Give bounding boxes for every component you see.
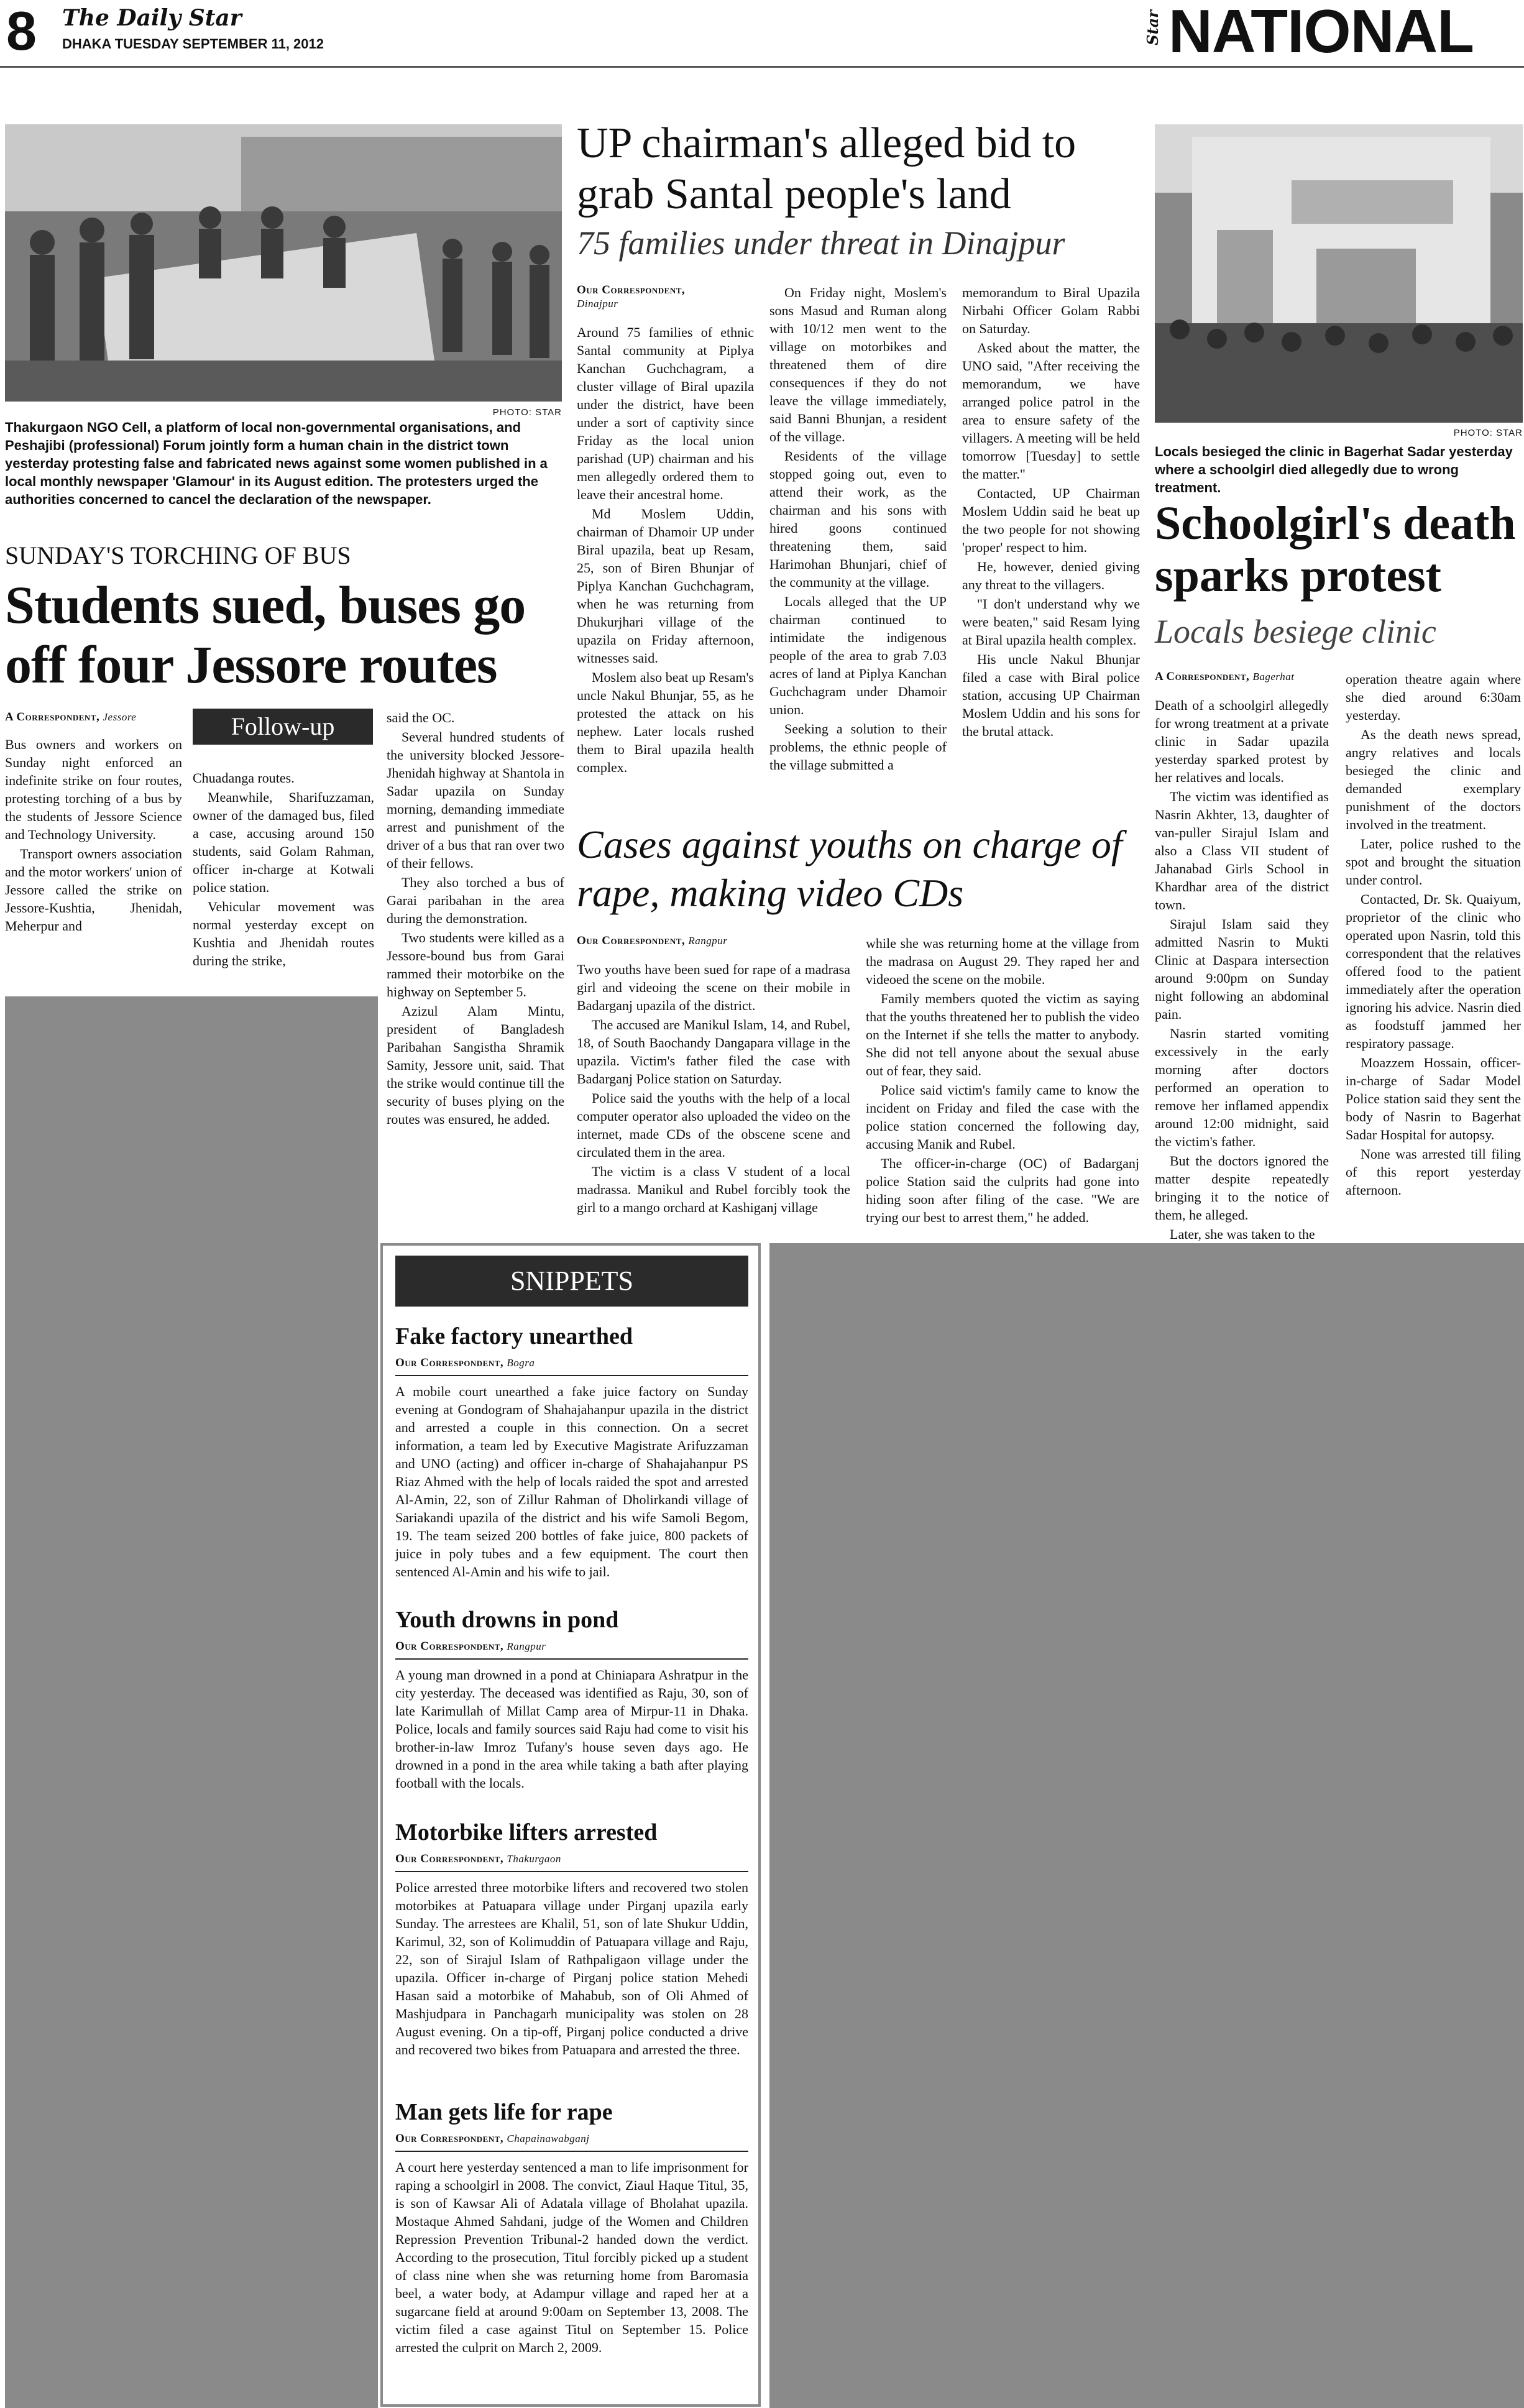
rape-byline-name: Our Correspondent, (577, 934, 686, 947)
photo-human-chain (5, 124, 562, 402)
bus-kicker: SUNDAY'S TORCHING OF BUS (5, 541, 351, 569)
up-column-2 (769, 283, 947, 775)
photo-clinic-image (1155, 124, 1523, 423)
masthead (0, 0, 1524, 68)
bus-byline-place: Jessore (103, 711, 137, 723)
paragraph: The victim is a class V student of a local madrassa. Manikul and Rubel forcibly took the girl to a mango orchard at Kashiganj village (577, 1164, 850, 1215)
paragraph: On Friday night, Moslem's sons Masud and Ruman along with 10/12 men went to the village on motorbikes and threatened them of dire consequences if they do not leave the village immediately, said Banni Bhunjan, a resident of the village. (769, 285, 947, 444)
paragraph: Chuadanga routes. (193, 770, 295, 786)
paragraph: As the death news spread, angry relatives and locals besieged the clinic and demanded exemplary punishment of the doctors involved in the treatment. (1346, 727, 1521, 832)
paragraph: operation theatre again where she died around 6:30am yesterday. (1346, 671, 1521, 723)
up-byline-name: Our Correspondent, (577, 283, 686, 296)
snippet-byline (395, 1852, 748, 1866)
paragraph: while she was returning home at the village from the madrasa on August 29. They raped her and videoed the scene on the mobile. (866, 935, 1139, 987)
photo-credit-left: PHOTO: STAR (492, 407, 562, 418)
masthead-rule (0, 66, 1524, 68)
school-subhead: Locals besiege clinic (1155, 613, 1436, 650)
paragraph: He, however, denied giving any threat to the villagers. (962, 559, 1140, 592)
follow-up-label: Follow-up (231, 712, 335, 740)
up-byline-place: Dinajpur (577, 298, 618, 310)
paragraph: said the OC. (387, 710, 455, 725)
snippet-byline-place: Chapainawabganj (507, 2133, 590, 2144)
paragraph: Seeking a solution to their problems, the ethnic people of the village submitted a (769, 721, 947, 773)
snippets-box (380, 1243, 761, 2407)
bus-byline (5, 710, 191, 724)
snippet-byline-name: Our Correspondent, (395, 1852, 504, 1865)
paragraph: Around 75 families of ethnic Santal community at Piplya Kanchan Guchchagram, a cluster village of Biral upazila under the district, have been under a sort of captivity since Friday as the local union parishad (UP) chairman and his men allegedly ordered them to leave their ancestral home. (577, 324, 754, 502)
dateline: DHAKA TUESDAY SEPTEMBER 11, 2012 (62, 36, 324, 52)
paragraph: Two youths have been sued for rape of a madrasa girl and videoing the scene on their mobile in Badarganj upazila of the district. (577, 962, 850, 1013)
paragraph: Transport owners association and the motor workers' union of Jessore called the strike on Jessore-Kushtia, Jhenidah, Meherpur and (5, 846, 182, 934)
snippet-rule (395, 2151, 748, 2152)
snippet-byline-name: Our Correspondent, (395, 1640, 504, 1653)
rape-byline-place: Rangpur (688, 935, 728, 947)
paragraph: Several hundred students of the university blocked Jessore-Jhenidah highway at Shantola in Sadar upazila on Sunday morning, demanding immediate arrest and punishment of the driver of a bus that ran over two of their fellows. (387, 729, 564, 871)
paragraph: But the doctors ignored the matter despite repeatedly bringing it to the notice of them, he alleged. (1155, 1153, 1329, 1223)
paragraph: Police said victim's family came to know the incident on Friday and filed the case with the police station concerned the following day, accusing Manik and Rubel. (866, 1082, 1139, 1152)
snippet-text: A mobile court unearthed a fake juice factory on Sunday evening at Gondogram of Shahajahanpur upazila in the district and arrested a couple in this connection. On a secret information, a team led by Executive Magistrate Arifuzzaman and UNO (acting) and officer in-charge of Shahajahanpur PS Riaz Ahmed with the help of locals raided the spot and arrested Al-Amin, 22, son of Zillur Rahman of Dholirkandi village of Sariakandi upazila of the district and his wife Samoli Begom, 19. The team seized 200 bottles of fake juice, 800 packets of juice in poly tubes and a few equipment. The court then sentenced Al-Amin and his wife to jail. (395, 1384, 748, 1579)
school-headline: Schoolgirl's death sparks protest (1155, 497, 1516, 602)
paragraph: Moazzem Hossain, officer-in-charge of Sadar Model Police station said they sent the body of Nasrin to Bagerhat Sadar Hospital for autopsy. (1346, 1055, 1521, 1142)
paragraph: Later, she was taken to the (1170, 1226, 1315, 1242)
snippet-byline-name: Our Correspondent, (395, 1356, 504, 1369)
paragraph: Azizul Alam Mintu, president of Bangladesh Paribahan Sangistha Shramik Samity, Jessore unit, said. That the strike would continue till the security of buses plying on the routes was ensured, he added. (387, 1003, 564, 1127)
up-column-1 (577, 323, 754, 778)
paragraph: Bus owners and workers on Sunday night enforced an indefinite strike on four routes, protesting torching of a bus by the students of Jessore Science and Technology University. (5, 737, 182, 842)
follow-up-tag (193, 709, 373, 745)
paragraph: The accused are Manikul Islam, 14, and Rubel, 18, of South Baochandy Dangapara village in the upazila. Victim's father filed the case with Badarganj Police station on Saturday. (577, 1017, 850, 1087)
photo-credit-right: PHOTO: STAR (1453, 428, 1523, 438)
paragraph: Md Moslem Uddin, chairman of Dhamoir UP under Biral upazila, beat up Resam, 25, son of Biren Bhunjar of Piplya Kanchan Guchchagram, when he was returning from Dhukurjhari village of the upazila on Friday afternoon, witnesses said. (577, 506, 754, 666)
snippet-headline: Man gets life for rape (395, 2099, 613, 2125)
up-column-3 (962, 283, 1140, 742)
snippets-title: SNIPPETS (510, 1266, 634, 1296)
rape-column-1 (577, 960, 850, 1218)
photo-clinic (1155, 124, 1523, 423)
paragraph: "I don't understand why we were beaten," said Resam lying at Biral upazila health complex. (962, 596, 1140, 648)
snippet-headline: Fake factory unearthed (395, 1323, 633, 1349)
paragraph: Later, police rushed to the spot and brought the situation under control. (1346, 836, 1521, 888)
school-byline-name: A Correspondent, (1155, 670, 1250, 683)
snippet-headline: Motorbike lifters arrested (395, 1819, 658, 1845)
school-column-1 (1155, 696, 1329, 1244)
paragraph: Residents of the village stopped going out, even to attend their work, as the chairman and his sons with hired goons continued threatening them, said Harimohan Bhunjari, chief of the community at the village. (769, 448, 947, 590)
photo-caption-right: Locals besieged the clinic in Bagerhat Sadar yesterday where a schoolgirl died allegedly due to wrong treatment. (1155, 444, 1513, 495)
paragraph: They also torched a bus of Garai paribahan in the area during the demonstration. (387, 875, 564, 926)
photo-caption-left: Thakurgaon NGO Cell, a platform of local non-governmental organisations, and Peshajibi (professional) Forum jointly form a human chain in the district town yesterday protesting false and fabricated news against some women published in a local monthly newspaper 'Glamour' in its August edition. The protesters urged the authorities concerned to cancel the declaration of the newspaper. (5, 420, 548, 507)
section-title: NATIONAL (1168, 0, 1474, 65)
snippet-byline (395, 2132, 748, 2146)
snippet-headline: Youth drowns in pond (395, 1607, 619, 1633)
paragraph: Contacted, UP Chairman Moslem Uddin said he beat up the two people for not showing 'proper' respect to him. (962, 485, 1140, 555)
paragraph: Asked about the matter, the UNO said, "After receiving the memorandum, we have arranged police patrol in the area to ensure safety of the villagers. A meeting will be held tomorrow [Tuesday] to settle the matter." (962, 340, 1140, 482)
snippet-byline-name: Our Correspondent, (395, 2132, 504, 2145)
paragraph: Family members quoted the victim as saying that the youths threatened her to publish the video on the Internet if she tells the matter to anybody. She did not tell anyone about the sexual abuse out of fear, they said. (866, 991, 1139, 1078)
photo-human-chain-image (5, 124, 562, 402)
paragraph: The officer-in-charge (OC) of Badarganj police Station said the culprits had gone into hiding soon after filing of the case. "We are trying our best to arrest them," he added. (866, 1156, 1139, 1225)
bus-byline-name: A Correspondent, (5, 710, 100, 724)
paragraph: Nasrin started vomiting excessively in the early morning after doctors performed an operation to remove her inflamed appendix around 12:00 midnight, said the victim's father. (1155, 1026, 1329, 1149)
up-headline: UP chairman's alleged bid to grab Santal people's land (577, 119, 1076, 218)
snippets-title-bar (395, 1256, 748, 1307)
school-byline-place: Bagerhat (1252, 671, 1295, 682)
bus-column-2 (193, 769, 374, 971)
paragraph: Moslem also beat up Resam's uncle Nakul Bhunjar, 55, as he protested the attack on his nephew. Later locals rushed them to Biral upazila health complex. (577, 669, 754, 775)
school-byline (1155, 670, 1329, 684)
paragraph: Sirajul Islam said they admitted Nasrin to Mukti Clinic at Daspara intersection around 9:00pm on Sunday night following an abdominal pain. (1155, 916, 1329, 1022)
bus-gray-filler (5, 996, 378, 2408)
paragraph: memorandum to Biral Upazila Nirbahi Officer Golam Rabbi on Saturday. (962, 285, 1140, 336)
paragraph: Police said the youths with the help of a local computer operator also uploaded the video on the internet, made CDs of the obscene scene and circulated them in the area. (577, 1090, 850, 1160)
paragraph: Death of a schoolgirl allegedly for wrong treatment at a private clinic in Sadar upazila yesterday sparked protest by her relatives and locals. (1155, 697, 1329, 785)
paragraph: Meanwhile, Sharifuzzaman, owner of the damaged bus, filed a case, accusing around 150 students, said Golam Rahman, officer in-charge at Kotwali police station. (193, 789, 374, 895)
paragraph: Two students were killed as a Jessore-bound bus from Garai rammed their motorbike on the highway on September 5. (387, 930, 564, 1000)
page-number: 8 (6, 0, 37, 62)
star-mark: Star (1143, 10, 1162, 45)
snippet-text: A young man drowned in a pond at Chiniapara Ashratpur in the city yesterday. The deceased was identified as Raju, 30, son of late Karimullah of Millat Camp area of Mirpur-11 in Dhaka. Police, locals and family sources said Raju had come to visit his brother-in-law Imroz Tufany's house seven days ago. He drowned in a pond in the area while taking a bath after playing football with the locals. (395, 1667, 748, 1791)
snippet-byline-place: Rangpur (507, 1640, 546, 1652)
bus-column-1 (5, 735, 182, 936)
up-subhead: 75 families under threat in Dinajpur (577, 224, 1065, 262)
snippet-text: Police arrested three motorbike lifters and recovered two stolen motorbikes at Patuapara village under Pirganj upazila early Sunday. The arrestees are Khalil, 51, son of late Shukur Uddin, Karimul, 32, son of Kolimuddin of Patuapara village and Raju, 22, son of Sirajul Islam of Rathpaligaon village under the upazila. Officer in-charge of Pirganj police station Mehedi Hasan said a motorbike of Mahabub, son of Oli Ahmed of Mashjudpara in Panchagarh municipality was stolen on 28 August evening. On a tip-off, Pirganj police conducted a drive and recovered two bikes from Patuapara and arrested the three. (395, 1880, 748, 2057)
bus-headline: Students sued, buses go off four Jessore routes (5, 575, 526, 694)
snippet-byline-place: Bogra (507, 1357, 535, 1369)
up-byline (577, 283, 754, 311)
paragraph: Contacted, Dr. Sk. Quaiyum, proprietor of the clinic who operated upon Nasrin, told this correspondent that the relatives offered food to the patient immediately after the operation ignoring his advice. Nasrin died as foodstuff jammed her respiratory passage. (1346, 891, 1521, 1051)
paragraph: The victim was identified as Nasrin Akhter, 13, daughter of van-puller Sirajul Islam and also a Class VII student of Jahanabad Girls School in Khardhar area of the district town. (1155, 789, 1329, 912)
paragraph: None was arrested till filing of this report yesterday afternoon. (1346, 1146, 1521, 1198)
snippet-rule (395, 1375, 748, 1376)
snippet-byline (395, 1640, 748, 1653)
bottom-gray-right (769, 1243, 1524, 2408)
snippet-byline (395, 1356, 748, 1370)
paper-name: The Daily Star (62, 5, 242, 31)
school-column-2 (1346, 670, 1521, 1200)
rape-headline: Cases against youths on charge of rape, making video CDs (577, 822, 1122, 915)
snippet-rule (395, 1871, 748, 1872)
rape-column-2 (866, 934, 1139, 1228)
snippet-byline-place: Thakurgaon (507, 1853, 561, 1865)
paragraph: Locals alleged that the UP chairman continued to intimidate the indigenous people of the area to grab 7.03 acres of land at Piplya Kanchan Guchchagram under Dhamoir union. (769, 594, 947, 717)
rape-byline (577, 934, 850, 948)
bus-column-3 (387, 709, 564, 1129)
snippet-rule (395, 1658, 748, 1660)
paragraph: Vehicular movement was normal yesterday except on Kushtia and Jhenidah routes during the strike, (193, 899, 374, 968)
paragraph: His uncle Nakul Bhunjar filed a case with Biral police station, accusing UP Chairman Moslem Uddin and his sons for the brutal attack. (962, 651, 1140, 739)
snippet-text: A court here yesterday sentenced a man to life imprisonment for raping a schoolgirl in 2008. The convict, Ziaul Haque Titul, 35, is son of Kawsar Ali of Adatala village of Bholahat upazila. Mostaque Ahmed Sahdani, judge of the Women and Children Repression Prevention Tribunal-2 handed down the verdict. According to the prosecution, Titul forcibly picked up a student of class nine when she was returning home from Baromasia beel, a water body, at Adampur village and raped her at a sugarcane field at around 9:00am on September 13, 2008. The victim filed a case against Titul on September 15. Police arrested the culprit on March 2, 2009. (395, 2159, 748, 2355)
